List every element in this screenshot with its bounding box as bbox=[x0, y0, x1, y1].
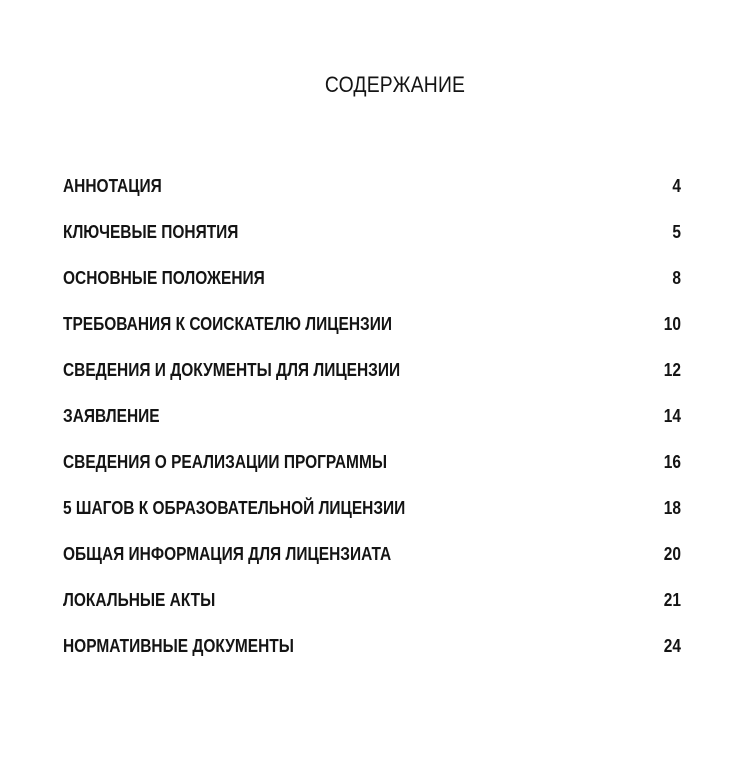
toc-entry-label: АННОТАЦИЯ bbox=[63, 175, 162, 196]
toc-entry-label: НОРМАТИВНЫЕ ДОКУМЕНТЫ bbox=[63, 636, 294, 657]
toc-entry-application[interactable] bbox=[63, 393, 681, 439]
toc-entry-page: 12 bbox=[663, 359, 681, 380]
toc-title: СОДЕРЖАНИЕ bbox=[324, 72, 466, 97]
toc-entry-page: 8 bbox=[672, 267, 681, 288]
toc-entry-page: 18 bbox=[663, 498, 681, 519]
toc-entry-key-concepts[interactable] bbox=[63, 209, 681, 255]
toc-entry-label: СВЕДЕНИЯ И ДОКУМЕНТЫ ДЛЯ ЛИЦЕНЗИИ bbox=[63, 359, 401, 380]
toc-entry-page: 5 bbox=[672, 221, 681, 242]
toc-entry-label: ЗАЯВЛЕНИЕ bbox=[63, 406, 160, 427]
toc-entry-normative-documents[interactable] bbox=[63, 624, 681, 670]
toc-entry-label: ОБЩАЯ ИНФОРМАЦИЯ ДЛЯ ЛИЦЕНЗИАТА bbox=[63, 544, 392, 565]
toc-entry-page: 10 bbox=[663, 313, 681, 334]
toc-entry-page: 14 bbox=[663, 406, 681, 427]
toc-entry-label: ОСНОВНЫЕ ПОЛОЖЕНИЯ bbox=[63, 267, 265, 288]
toc-entry-five-steps[interactable] bbox=[63, 486, 681, 532]
toc-entry-local-acts[interactable] bbox=[63, 578, 681, 624]
toc-entry-page: 21 bbox=[663, 590, 681, 611]
toc-entry-main-provisions[interactable] bbox=[63, 255, 681, 301]
toc-entry-license-documents[interactable] bbox=[63, 347, 681, 393]
toc-entry-label: КЛЮЧЕВЫЕ ПОНЯТИЯ bbox=[63, 221, 239, 242]
toc-entry-label: 5 ШАГОВ К ОБРАЗОВАТЕЛЬНОЙ ЛИЦЕНЗИИ bbox=[63, 498, 406, 519]
toc-entry-label: ЛОКАЛЬНЫЕ АКТЫ bbox=[63, 590, 216, 611]
toc-entry-licensee-info[interactable] bbox=[63, 532, 681, 578]
toc-entry-page: 24 bbox=[663, 636, 681, 657]
toc-list bbox=[63, 163, 681, 670]
toc-entry-program-implementation[interactable] bbox=[63, 440, 681, 486]
toc-entry-page: 4 bbox=[672, 175, 681, 196]
toc-entry-applicant-requirements[interactable] bbox=[63, 301, 681, 347]
toc-entry-annotation[interactable] bbox=[63, 163, 681, 209]
toc-entry-page: 16 bbox=[663, 452, 681, 473]
toc-entry-page: 20 bbox=[663, 544, 681, 565]
toc-entry-label: СВЕДЕНИЯ О РЕАЛИЗАЦИИ ПРОГРАММЫ bbox=[63, 452, 388, 473]
toc-entry-label: ТРЕБОВАНИЯ К СОИСКАТЕЛЮ ЛИЦЕНЗИИ bbox=[63, 313, 393, 334]
